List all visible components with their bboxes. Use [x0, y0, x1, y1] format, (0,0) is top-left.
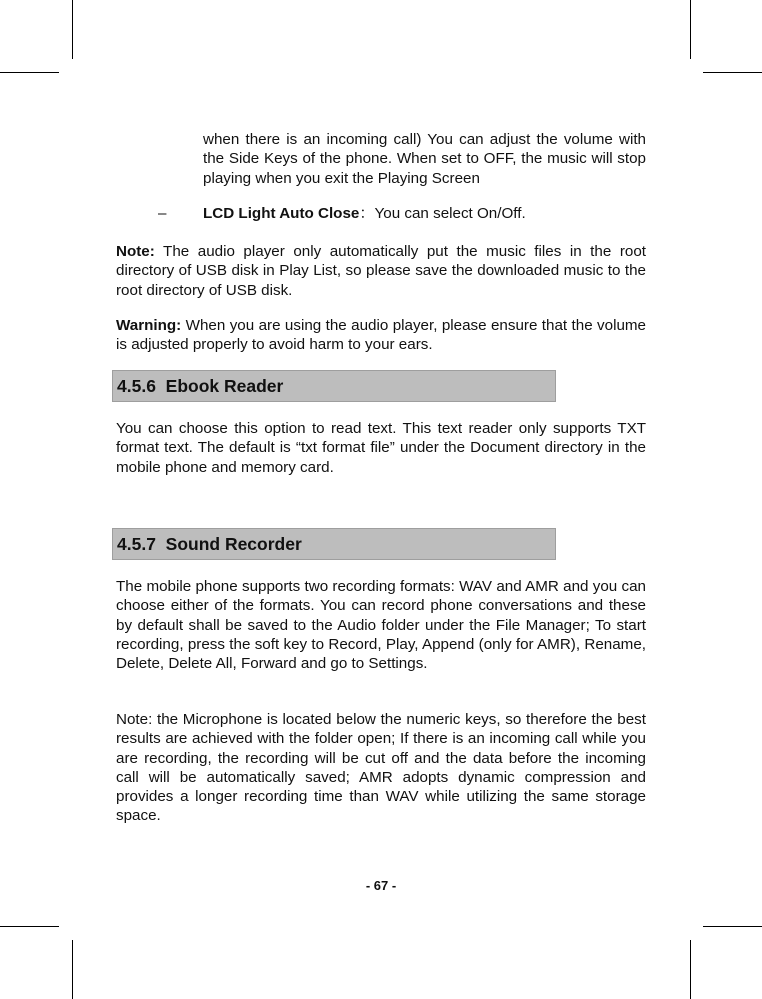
page-number: - 67 - — [365, 878, 397, 893]
crop-mark-bottom-right-vertical — [690, 940, 691, 999]
note-text: The audio player only automatically put the music files in the root directory of USB disk in Play List, so please save the downloaded music to the root directory of USB disk. — [116, 243, 646, 299]
crop-mark-top-left-vertical — [72, 0, 73, 59]
bullet-lcd-light — [158, 204, 646, 224]
warning-text: When you are using the audio player, please ensure that the volume is adjusted properly to avoid harm to your ears. — [116, 317, 646, 354]
crop-mark-bottom-left-vertical — [72, 940, 73, 999]
ebook-paragraph: You can choose this option to read text. This text reader only supports TXT format text. The default is “txt format file” under the Document directory in the mobile phone and memory card. — [116, 420, 646, 476]
recorder-note-paragraph: Note: the Microphone is located below the numeric keys, so therefore the best results are achieved with the folder open; If there is an incoming call while you are recording, the recording will be cut off and the data before the incoming call will be automatically saved; AMR adopts dynamic compression and provides a longer recording time than WAV while utilizing the same storage space. — [116, 711, 646, 825]
section-heading-sound-recorder — [112, 528, 556, 560]
note-paragraph — [116, 242, 646, 300]
crop-mark-top-left-horizontal — [0, 72, 59, 73]
ebook-heading-text: 4.5.6 Ebook Reader — [117, 376, 284, 396]
warning-label: Warning: — [116, 317, 182, 334]
note-label: Note: — [116, 243, 155, 260]
continuation-paragraph: when there is an incoming call) You can adjust the volume with the Side Keys of the phone. When set to OFF, the music will stop playing when you exit the Playing Screen — [203, 131, 646, 187]
bullet-text: You can select On/Off. — [374, 205, 526, 222]
crop-mark-bottom-left-horizontal — [0, 926, 59, 927]
crop-mark-top-right-horizontal — [703, 72, 762, 73]
crop-mark-top-right-vertical — [690, 0, 691, 59]
recorder-paragraph: The mobile phone supports two recording formats: WAV and AMR and you can choose either of the formats. You can record phone conversations and these by default shall be saved to the Audio folder under the File Manager; To start recording, press the soft key to Record, Play, Append (only for AMR), Rename, Delete, Delete All, Forward and go to Settings. — [116, 578, 646, 673]
warning-paragraph — [116, 316, 646, 355]
bullet-label: LCD Light Auto Close — [203, 205, 360, 222]
section-heading-ebook-reader — [112, 370, 556, 402]
recorder-heading-text: 4.5.7 Sound Recorder — [117, 534, 302, 554]
bullet-marker: – — [158, 205, 167, 222]
bullet-content — [203, 204, 526, 223]
crop-mark-bottom-right-horizontal — [703, 926, 762, 927]
bullet-separator: ： — [359, 205, 375, 222]
